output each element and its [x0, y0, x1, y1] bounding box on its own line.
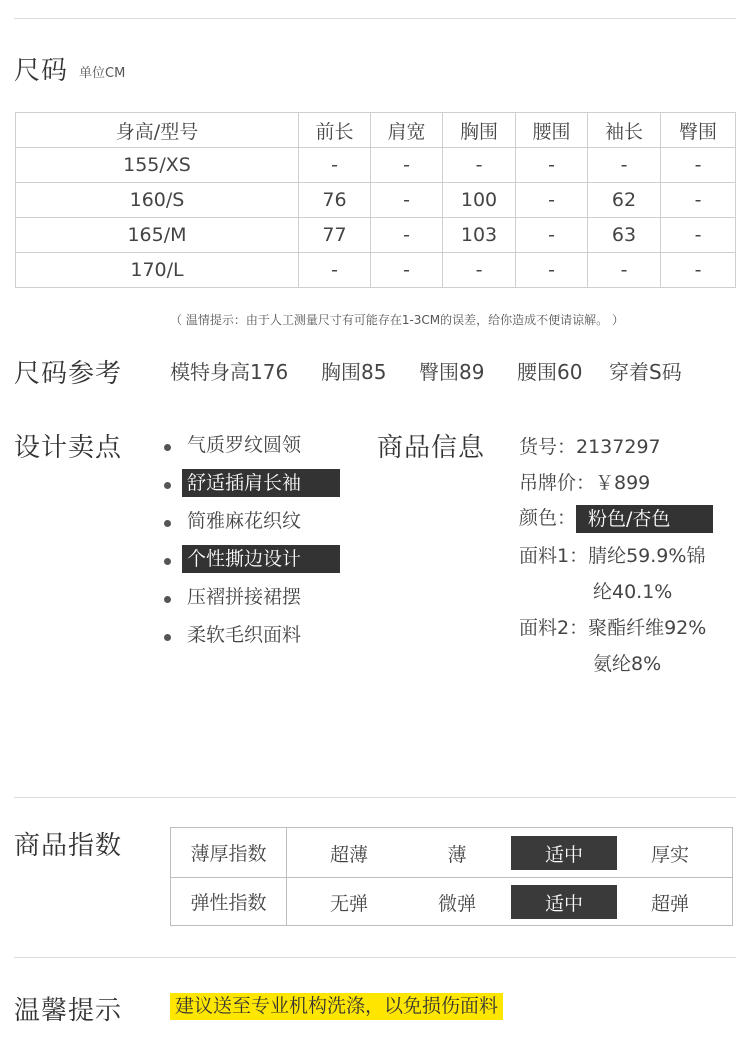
list-item [162, 545, 340, 583]
size-cell: - [661, 183, 736, 218]
fabric2-line1: 面料2：聚酯纤维92% [519, 617, 707, 639]
warm-tip-divider [14, 957, 736, 958]
list-item [162, 507, 340, 545]
size-cell: 100 [443, 183, 516, 218]
bullet-icon [164, 520, 171, 527]
color-value: 粉色/杏色 [576, 505, 713, 533]
elasticity-option-selected: 适中 [511, 885, 617, 919]
elasticity-row [171, 877, 732, 926]
size-header-cell: 前长 [299, 113, 371, 148]
size-cell: 160/S [16, 183, 299, 218]
size-cell: - [588, 148, 661, 183]
size-cell: 63 [588, 218, 661, 253]
table-row [16, 253, 736, 288]
bullet-icon [164, 558, 171, 565]
selling-point-text: 舒适插肩长袖 [182, 469, 340, 497]
list-item [162, 621, 340, 659]
size-cell: - [443, 148, 516, 183]
fabric1-line2: 纶40.1% [593, 581, 673, 603]
selling-point-text: 气质罗纹圆领 [187, 434, 302, 456]
size-header-cell: 臀围 [661, 113, 736, 148]
table-row [16, 218, 736, 253]
size-header-cell: 身高/型号 [16, 113, 299, 148]
size-cell: - [516, 148, 588, 183]
list-item [162, 469, 340, 507]
size-cell: - [299, 148, 371, 183]
reference-item-height: 模特身高176 [170, 360, 289, 384]
size-title: 尺码 [14, 56, 69, 86]
bullet-icon [164, 444, 171, 451]
thickness-label: 薄厚指数 [171, 828, 287, 877]
elasticity-option: 无弹 [329, 892, 368, 915]
reference-item-bust: 胸围85 [321, 360, 387, 384]
size-cell: - [299, 253, 371, 288]
price-text: 吊牌价：￥899 [519, 472, 651, 494]
warm-tip-title: 温馨提示 [14, 996, 123, 1026]
color-row [519, 503, 713, 533]
reference-item-waist: 腰围60 [517, 360, 583, 384]
size-cell: - [516, 183, 588, 218]
size-cell: 155/XS [16, 148, 299, 183]
product-info-title: 商品信息 [377, 433, 486, 463]
size-cell: 165/M [16, 218, 299, 253]
warm-tip-text: 建议送至专业机构洗涤，以免损伤面料 [170, 993, 503, 1020]
size-cell: 62 [588, 183, 661, 218]
size-cell: - [371, 183, 443, 218]
indices-table [170, 827, 733, 926]
selling-points-list [162, 431, 340, 659]
bullet-icon [164, 596, 171, 603]
measurement-tip: （ 温情提示：由于人工测量尺寸有可能存在1-3CM的误差，给你造成不便请谅解。 ） [170, 313, 624, 327]
size-cell: 77 [299, 218, 371, 253]
bullet-icon [164, 482, 171, 489]
thickness-option: 薄 [447, 843, 467, 866]
sku-text: 货号：2137297 [519, 436, 661, 458]
size-cell: - [443, 253, 516, 288]
selling-points-title: 设计卖点 [14, 433, 123, 463]
size-table-header [16, 113, 736, 148]
selling-point-text: 个性撕边设计 [182, 545, 340, 573]
size-cell: - [371, 253, 443, 288]
size-header-cell: 胸围 [443, 113, 516, 148]
size-header-cell: 肩宽 [371, 113, 443, 148]
size-cell: - [661, 253, 736, 288]
size-cell: - [516, 253, 588, 288]
elasticity-label: 弹性指数 [171, 877, 287, 926]
size-header-cell: 腰围 [516, 113, 588, 148]
size-cell: - [588, 253, 661, 288]
selling-point-text: 简雅麻花织纹 [187, 510, 302, 532]
bullet-icon [164, 634, 171, 641]
selling-point-text: 压褶拼接裙摆 [187, 586, 302, 608]
table-row [16, 183, 736, 218]
thickness-option-selected: 适中 [511, 836, 617, 870]
size-cell: - [661, 148, 736, 183]
size-cell: 103 [443, 218, 516, 253]
list-item [162, 583, 340, 621]
size-reference-title: 尺码参考 [14, 359, 123, 389]
size-cell: - [516, 218, 588, 253]
size-unit: 单位CM [79, 66, 126, 81]
thickness-option: 厚实 [650, 843, 689, 866]
thickness-option: 超薄 [329, 843, 368, 866]
indices-divider [14, 797, 736, 798]
reference-item-size: 穿着S码 [609, 360, 682, 384]
table-row [16, 148, 736, 183]
reference-item-hip: 臀围89 [419, 360, 485, 384]
fabric2-line2: 氨纶8% [593, 653, 662, 675]
size-cell: - [371, 218, 443, 253]
selling-point-text: 柔软毛织面料 [187, 624, 302, 646]
fabric1-line1: 面料1：腈纶59.9%锦 [519, 545, 706, 567]
size-header-cell: 袖长 [588, 113, 661, 148]
color-label: 颜色： [519, 507, 577, 529]
list-item [162, 431, 340, 469]
thickness-row [171, 828, 732, 878]
size-cell: 170/L [16, 253, 299, 288]
elasticity-option: 微弹 [437, 892, 476, 915]
top-divider [14, 18, 736, 19]
size-cell: - [371, 148, 443, 183]
size-cell: 76 [299, 183, 371, 218]
elasticity-option: 超弹 [650, 892, 689, 915]
size-table [15, 112, 736, 288]
indices-title: 商品指数 [14, 831, 123, 861]
size-cell: - [661, 218, 736, 253]
